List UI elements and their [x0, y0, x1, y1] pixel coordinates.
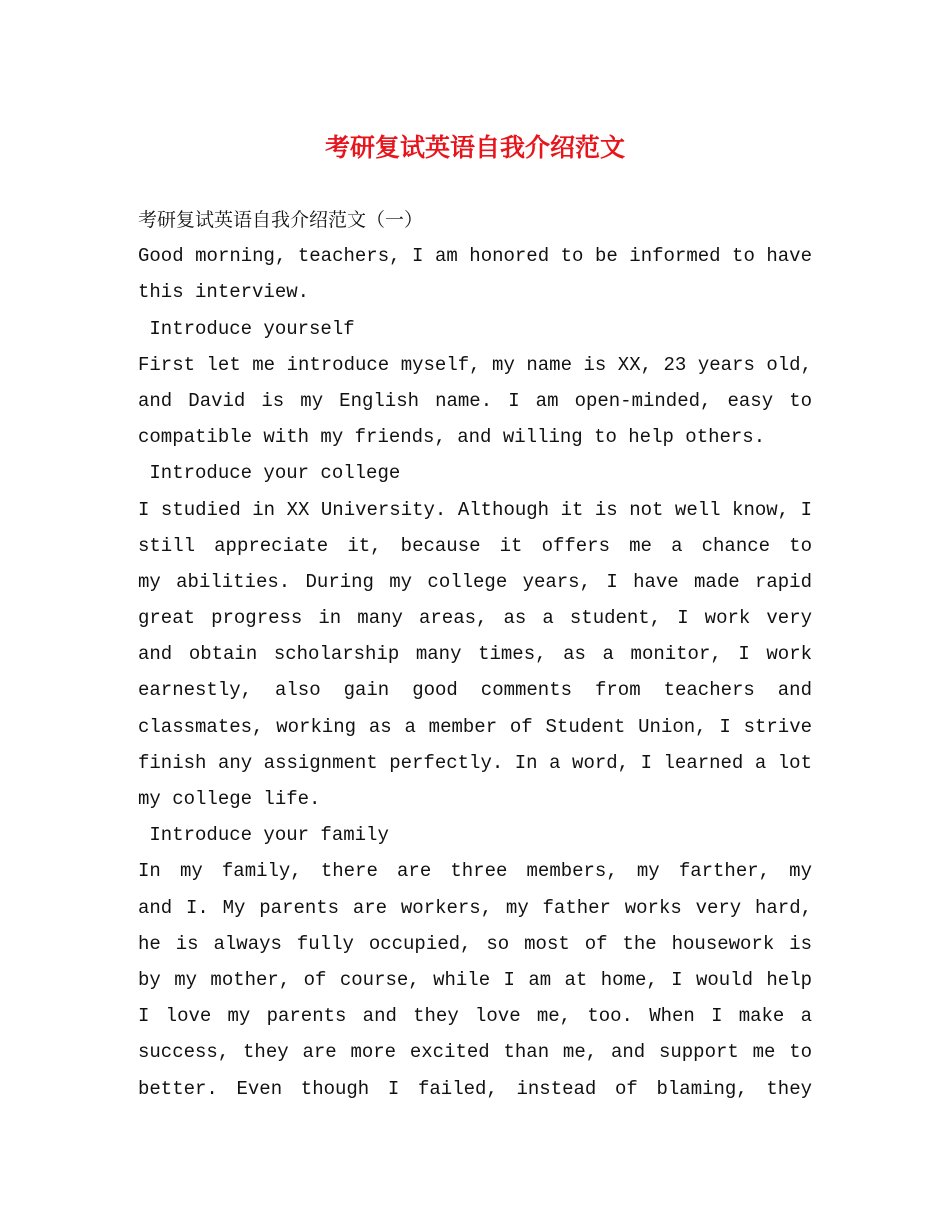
body-text-line: I love my parents and they love me, too. When I make a: [138, 1005, 812, 1028]
body-text-line: finish any assignment perfectly. In a word, I learned a lot: [138, 751, 812, 774]
body-text-line: I studied in XX University. Although it is not well know, I: [138, 498, 812, 521]
body-text-line: earnestly, also gain good comments from teachers and: [138, 679, 812, 702]
body-text-line: by my mother, of course, while I am at home, I would help: [138, 968, 812, 991]
body-text-line: he is always fully occupied, so most of the housework is: [138, 932, 812, 955]
body-text-line: Introduce yourself: [138, 317, 355, 340]
body-text-line: success, they are more excited than me, and support me to: [138, 1041, 812, 1064]
body-text-line: Good morning, teachers, I am honored to be informed to have: [138, 245, 812, 268]
body-text-line: Introduce your college: [138, 462, 401, 485]
body-text-line: my abilities. During my college years, I have made rapid: [138, 570, 812, 593]
body-text-line: and I. My parents are workers, my father works very hard,: [138, 896, 812, 919]
document-title: 考研复试英语自我介绍范文: [324, 133, 625, 162]
body-text-line: classmates, working as a member of Student Union, I strive: [138, 715, 812, 738]
section-heading: 考研复试英语自我介绍范文（一）: [138, 209, 424, 231]
body-text-line: and David is my English name. I am open-minded, easy to: [138, 389, 812, 412]
body-text-line: great progress in many areas, as a student, I work very: [138, 607, 812, 630]
body-text-line: First let me introduce myself, my name is XX, 23 years old,: [138, 353, 812, 376]
body-text-line: my college life.: [138, 788, 321, 810]
body-text-line: Introduce your family: [138, 824, 389, 847]
body-text-line: still appreciate it, because it offers me a chance to: [138, 534, 812, 557]
body-text-line: In my family, there are three members, my farther, my: [138, 860, 812, 883]
body-text-line: better. Even though I failed, instead of blaming, they: [138, 1077, 812, 1100]
body-text-line: and obtain scholarship many times, as a monitor, I work: [138, 643, 812, 666]
body-text-line: compatible with my friends, and willing to help others.: [138, 426, 766, 449]
body-text-line: this interview.: [138, 281, 310, 304]
document-body: [138, 202, 812, 1107]
